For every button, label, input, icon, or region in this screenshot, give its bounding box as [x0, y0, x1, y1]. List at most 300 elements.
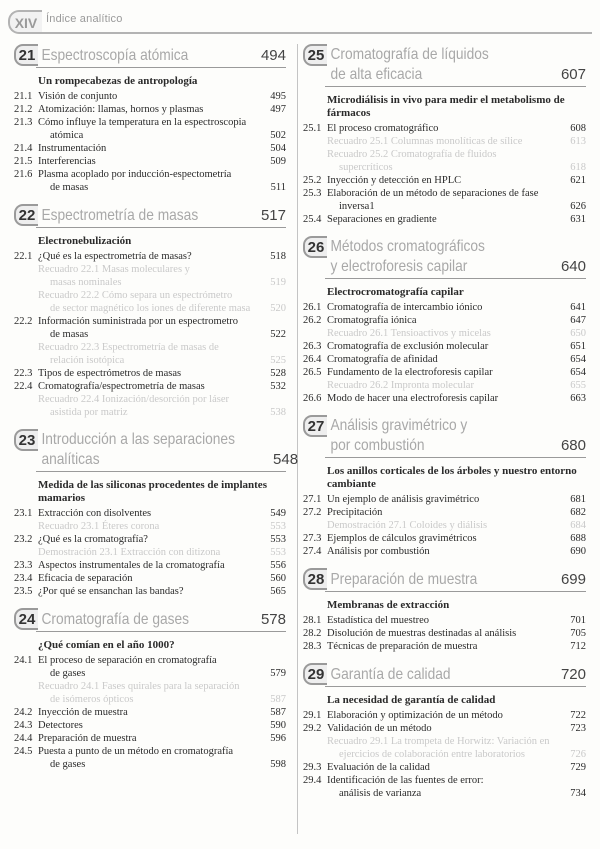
chapter-title-line: analíticas — [41, 451, 100, 468]
section-page-number: 734 — [570, 788, 586, 799]
section-page-number: 525 — [270, 355, 286, 366]
section-title-line: Cromatografía/espectrometría de masas — [38, 381, 205, 392]
section-title — [327, 709, 560, 722]
right-column — [303, 44, 586, 810]
chapter-24 — [14, 608, 286, 771]
section-title — [38, 654, 260, 680]
chapter-number: 23 — [14, 429, 38, 451]
section-page-number: 532 — [270, 381, 286, 392]
box-entry — [14, 263, 286, 289]
section-page-number: 590 — [270, 720, 286, 731]
chapter-title — [38, 609, 225, 630]
section-title — [38, 250, 260, 263]
section-entry — [14, 585, 286, 598]
section-title-line: Recuadro 23.1 Éteres corona — [38, 521, 160, 532]
section-page-number: 502 — [270, 130, 286, 141]
chapter-number: 27 — [303, 415, 327, 437]
section-page-number: 663 — [570, 393, 586, 404]
section-number: 27.1 — [303, 494, 322, 505]
header-title: Índice analítico — [46, 13, 123, 25]
section-title — [327, 519, 560, 532]
section-page-number: 613 — [570, 136, 586, 147]
chapter-page-number: 607 — [560, 66, 586, 83]
section-number: 24.1 — [14, 655, 33, 666]
section-number: 25.2 — [303, 175, 322, 186]
section-title-line: Cromatografía de intercambio iónico — [327, 302, 483, 313]
chapter-feature-title: Medida de las siliconas procedentes de implantes mamarios — [38, 479, 267, 504]
section-page-number: 631 — [570, 214, 586, 225]
section-entry — [303, 545, 586, 558]
section-page-number: 522 — [270, 329, 286, 340]
chapter-page-number: 494 — [260, 47, 286, 64]
section-title-line: de gases — [50, 759, 86, 770]
section-page-number: 650 — [570, 328, 586, 339]
section-entry — [303, 122, 586, 135]
section-title-line: Demostración 23.1 Extracción con ditizona — [38, 547, 221, 558]
section-entry — [303, 340, 586, 353]
section-number: 21.2 — [14, 104, 33, 115]
chapter-number: 29 — [303, 663, 327, 685]
section-page-number: 556 — [270, 560, 286, 571]
chapter-number: 26 — [303, 236, 327, 258]
section-title-line: Visión de conjunto — [38, 91, 118, 102]
section-page-number: 509 — [270, 156, 286, 167]
section-title — [38, 263, 260, 289]
section-title — [327, 122, 560, 135]
section-entry — [303, 392, 586, 405]
section-number: 22.3 — [14, 368, 33, 379]
section-entry — [14, 706, 286, 719]
section-entry — [303, 213, 586, 226]
chapter-feature-title: Electrocromatografía capilar — [327, 286, 464, 298]
chapter-feature-title: La necesidad de garantía de calidad — [327, 694, 496, 706]
section-title-line: Estadística del muestreo — [327, 615, 430, 626]
section-title-line: Elaboración y optimización de un método — [327, 710, 503, 721]
section-title-line: Identificación de las fuentes de error: — [327, 775, 484, 786]
section-page-number: 688 — [570, 533, 586, 544]
chapter-heading — [14, 429, 299, 470]
section-page-number: 684 — [570, 520, 586, 531]
section-entry — [303, 493, 586, 506]
section-entry — [303, 314, 586, 327]
section-title-line: relación isotópica — [50, 355, 125, 366]
section-title-line: Demostración 27.1 Coloides y diálisis — [327, 520, 488, 531]
section-title — [327, 327, 560, 340]
section-title-line: de sector magnético los iones de diferente masa — [50, 303, 251, 314]
header-page-roman: XIV — [8, 10, 42, 34]
section-title — [38, 706, 260, 719]
section-entry — [14, 116, 286, 142]
section-page-number: 538 — [270, 407, 286, 418]
section-entry — [14, 572, 286, 585]
section-number: 27.2 — [303, 507, 322, 518]
section-title-line: Puesta a punto de un método en cromatografía — [38, 746, 234, 757]
chapter-title-line: de alta eficacia — [330, 66, 423, 83]
section-number: 23.2 — [14, 534, 33, 545]
section-number: 23.3 — [14, 560, 33, 571]
chapter-number: 21 — [14, 44, 38, 66]
section-title — [38, 367, 260, 380]
section-entry — [303, 301, 586, 314]
section-number: 24.5 — [14, 746, 33, 757]
section-page-number: 519 — [270, 277, 286, 288]
section-number: 28.1 — [303, 615, 322, 626]
section-page-number: 495 — [270, 91, 286, 102]
section-entry — [14, 315, 286, 341]
section-title — [38, 315, 260, 341]
chapter-heading — [303, 44, 586, 85]
section-title-line: El proceso de separación en cromatografía — [38, 655, 217, 666]
section-page-number: 647 — [570, 315, 586, 326]
chapter-27 — [303, 415, 586, 558]
section-number — [14, 393, 38, 419]
section-entry — [303, 627, 586, 640]
section-page-number: 690 — [570, 546, 586, 557]
section-entry — [14, 732, 286, 745]
box-entry — [303, 379, 586, 392]
section-number — [14, 520, 38, 533]
section-entry — [303, 722, 586, 735]
section-number — [303, 327, 327, 340]
section-number: 28.3 — [303, 641, 322, 652]
section-title — [38, 507, 260, 520]
chapter-heading — [14, 44, 286, 66]
chapter-page-number: 640 — [560, 258, 586, 275]
chapter-title — [327, 236, 523, 277]
section-title — [327, 506, 560, 519]
chapter-number: 24 — [14, 608, 38, 630]
box-entry — [14, 393, 286, 419]
chapter-rule — [325, 86, 586, 87]
chapter-feature-title: Electronebulización — [38, 235, 132, 247]
section-title-line: de isómeros ópticos — [50, 694, 134, 705]
section-title-line: atómica — [50, 130, 84, 141]
section-entry — [303, 761, 586, 774]
chapter-22 — [14, 204, 286, 419]
section-entry — [14, 719, 286, 732]
chapter-feature-title: Un rompecabezas de antropología — [38, 75, 198, 87]
section-title — [327, 545, 560, 558]
section-page-number: 528 — [270, 368, 286, 379]
section-number: 21.4 — [14, 143, 33, 154]
section-title-line: análisis de varianza — [339, 788, 422, 799]
section-title-line: Recuadro 22.3 Espectrometría de masas de — [38, 342, 219, 353]
section-number: 21.3 — [14, 117, 33, 128]
section-page-number: 549 — [270, 508, 286, 519]
chapter-heading — [303, 236, 586, 277]
section-entry — [303, 532, 586, 545]
section-title — [38, 719, 260, 732]
chapter-title — [327, 569, 523, 590]
chapter-rule — [36, 227, 286, 228]
section-number: 24.3 — [14, 720, 33, 731]
section-entry — [303, 774, 586, 800]
section-entry — [14, 90, 286, 103]
section-number — [14, 289, 38, 315]
section-title-line: inversa1 — [339, 201, 375, 212]
chapter-23 — [14, 429, 299, 598]
box-entry — [303, 135, 586, 148]
section-title-line: Análisis por combustión — [327, 546, 430, 557]
section-number: 22.1 — [14, 251, 33, 262]
section-page-number: 587 — [270, 694, 286, 705]
section-number: 25.3 — [303, 188, 322, 199]
chapter-rule — [36, 471, 286, 472]
section-title-line: masas nominales — [50, 277, 122, 288]
section-page-number: 726 — [570, 749, 586, 760]
chapter-heading — [303, 415, 586, 456]
chapter-title-line: Garantía de calidad — [330, 666, 451, 683]
section-title — [327, 722, 560, 735]
section-page-number: 596 — [270, 733, 286, 744]
section-page-number: 618 — [570, 162, 586, 173]
section-title-line: Instrumentación — [38, 143, 107, 154]
section-title — [327, 774, 560, 800]
section-number: 21.6 — [14, 169, 33, 180]
section-page-number: 681 — [570, 494, 586, 505]
chapter-title-line: Preparación de muestra — [330, 571, 478, 588]
section-page-number: 579 — [270, 668, 286, 679]
chapter-page-number: 548 — [273, 451, 299, 468]
section-title-line: Eficacia de separación — [38, 573, 133, 584]
section-title-line: Recuadro 26.1 Tensioactivos y micelas — [327, 328, 491, 339]
section-title — [38, 341, 260, 367]
section-number: 27.4 — [303, 546, 322, 557]
section-number: 26.6 — [303, 393, 322, 404]
section-number: 21.1 — [14, 91, 33, 102]
chapter-heading — [303, 663, 586, 685]
section-title — [327, 174, 560, 187]
section-number: 29.2 — [303, 723, 322, 734]
section-number — [303, 379, 327, 392]
section-title — [327, 640, 560, 653]
section-title-line: El proceso cromatográfico — [327, 123, 439, 134]
section-title-line: Aspectos instrumentales de la cromatografía — [38, 560, 225, 571]
section-title — [38, 533, 260, 546]
section-page-number: 504 — [270, 143, 286, 154]
section-number: 25.1 — [303, 123, 322, 134]
chapter-title-line: por combustión — [330, 437, 425, 454]
box-entry — [14, 546, 286, 559]
chapter-page-number: 578 — [260, 611, 286, 628]
section-number — [303, 519, 327, 532]
section-number: 29.4 — [303, 775, 322, 786]
section-entry — [14, 103, 286, 116]
section-number: 21.5 — [14, 156, 33, 167]
section-page-number: 654 — [570, 354, 586, 365]
section-page-number: 553 — [270, 547, 286, 558]
section-title — [327, 532, 560, 545]
page-header — [8, 10, 592, 34]
section-number: 23.1 — [14, 508, 33, 519]
section-title — [327, 761, 560, 774]
section-entry — [14, 168, 286, 194]
section-page-number: 654 — [570, 367, 586, 378]
section-title-line: Recuadro 22.1 Masas moleculares y — [38, 264, 190, 275]
section-page-number: 560 — [270, 573, 286, 584]
chapter-rule — [325, 591, 586, 592]
section-title — [38, 90, 260, 103]
section-entry — [303, 506, 586, 519]
section-page-number: 723 — [570, 723, 586, 734]
section-title-line: Disolución de muestras destinadas al análisis — [327, 628, 517, 639]
section-title — [327, 340, 560, 353]
chapter-heading — [303, 568, 586, 590]
section-number: 26.5 — [303, 367, 322, 378]
section-page-number: 553 — [270, 534, 286, 545]
section-title — [38, 559, 260, 572]
section-number: 23.4 — [14, 573, 33, 584]
section-title — [38, 572, 260, 585]
section-title — [327, 493, 560, 506]
box-entry — [14, 680, 286, 706]
section-page-number: 655 — [570, 380, 586, 391]
chapter-number: 28 — [303, 568, 327, 590]
section-title-line: Recuadro 22.4 Ionización/desorción por láser — [38, 394, 229, 405]
section-title-line: Técnicas de preparación de muestra — [327, 641, 478, 652]
chapter-rule — [36, 631, 286, 632]
section-title-line: Recuadro 25.2 Cromatografía de fluidos — [327, 149, 497, 160]
section-page-number: 722 — [570, 710, 586, 721]
section-title-line: Recuadro 29.1 La trompeta de Horwitz: Variación en — [327, 736, 550, 747]
section-entry — [303, 640, 586, 653]
section-page-number: 651 — [570, 341, 586, 352]
chapter-heading — [14, 608, 286, 630]
section-number: 26.4 — [303, 354, 322, 365]
left-column — [14, 44, 299, 781]
section-title-line: ¿Por qué se ensanchan las bandas? — [38, 586, 184, 597]
section-title-line: Preparación de muestra — [38, 733, 137, 744]
section-entry — [14, 507, 286, 520]
section-title-line: Ejemplos de cálculos gravimétricos — [327, 533, 477, 544]
section-title — [327, 301, 560, 314]
chapter-rule — [325, 278, 586, 279]
chapter-page-number: 680 — [560, 437, 586, 454]
section-title-line: ejercicios de colaboración entre laboratorios — [339, 749, 525, 760]
section-title-line: de gases — [50, 668, 86, 679]
section-title-line: Tipos de espectrómetros de masas — [38, 368, 182, 379]
header-rule — [42, 32, 592, 34]
section-title-line: ¿Qué es la espectrometría de masas? — [38, 251, 192, 262]
section-page-number: 608 — [570, 123, 586, 134]
section-entry — [14, 745, 286, 771]
box-entry — [303, 519, 586, 532]
chapter-25 — [303, 44, 586, 226]
chapter-title-line: Introducción a las separaciones — [41, 431, 235, 448]
section-page-number: 682 — [570, 507, 586, 518]
section-title-line: Un ejemplo de análisis gravimétrico — [327, 494, 480, 505]
section-number: 22.2 — [14, 316, 33, 327]
chapter-21 — [14, 44, 286, 194]
section-entry — [14, 654, 286, 680]
chapter-feature-title: Membranas de extracción — [327, 599, 450, 611]
section-title-line: Cromatografía de exclusión molecular — [327, 341, 489, 352]
section-number: 29.1 — [303, 710, 322, 721]
section-number — [303, 148, 327, 174]
section-title-line: Detectores — [38, 720, 83, 731]
chapter-title — [38, 45, 225, 66]
chapter-feature-title: ¿Qué comían en el año 1000? — [38, 639, 175, 651]
section-entry — [14, 533, 286, 546]
section-page-number: 641 — [570, 302, 586, 313]
section-entry — [303, 709, 586, 722]
box-entry — [14, 520, 286, 533]
section-title — [38, 103, 260, 116]
chapter-title — [38, 429, 235, 470]
section-title-line: Elaboración de un método de separaciones de fase — [327, 188, 539, 199]
section-title-line: Inyección y detección en HPLC — [327, 175, 462, 186]
chapter-title-line: Métodos cromatográficos — [330, 238, 485, 255]
chapter-feature-title: Microdiálisis in vivo para medir el metabolismo de fármacos — [327, 94, 565, 119]
section-title-line: Cómo influye la temperatura en la espectroscopia — [38, 117, 247, 128]
box-entry — [303, 735, 586, 761]
section-page-number: 587 — [270, 707, 286, 718]
section-title-line: Separaciones en gradiente — [327, 214, 437, 225]
chapter-title — [38, 205, 225, 226]
section-number: 26.3 — [303, 341, 322, 352]
section-entry — [14, 380, 286, 393]
section-number — [303, 735, 327, 761]
chapter-title — [327, 664, 523, 685]
section-title-line: Modo de hacer una electroforesis capilar — [327, 393, 499, 404]
section-title — [38, 393, 260, 419]
section-page-number: 497 — [270, 104, 286, 115]
section-title-line: asistida por matriz — [50, 407, 128, 418]
section-title — [327, 392, 560, 405]
section-page-number: 621 — [570, 175, 586, 186]
section-title — [38, 289, 260, 315]
section-entry — [303, 174, 586, 187]
section-number: 22.4 — [14, 381, 33, 392]
section-title-line: Recuadro 22.2 Cómo separa un espectrómetro — [38, 290, 233, 301]
section-page-number: 729 — [570, 762, 586, 773]
section-title-line: Plasma acoplado por inducción-espectometría — [38, 169, 232, 180]
chapter-title-line: Cromatografía de líquidos — [330, 46, 489, 63]
section-entry — [14, 155, 286, 168]
section-title — [327, 148, 560, 174]
section-number — [303, 135, 327, 148]
chapter-title — [327, 415, 523, 456]
section-title — [327, 314, 560, 327]
chapter-feature-title: Los anillos corticales de los árboles y nuestro entorno cambiante — [327, 465, 577, 490]
section-number: 24.4 — [14, 733, 33, 744]
section-page-number: 520 — [270, 303, 286, 314]
box-entry — [14, 289, 286, 315]
section-entry — [303, 614, 586, 627]
section-entry — [14, 142, 286, 155]
section-title-line: Información suministrada por un espectrometro — [38, 316, 239, 327]
section-title-line: Inyección de muestra — [38, 707, 128, 718]
section-title-line: de masas — [50, 329, 89, 340]
section-title — [327, 735, 560, 761]
section-number: 26.1 — [303, 302, 322, 313]
section-title — [38, 546, 260, 559]
section-number: 25.4 — [303, 214, 322, 225]
section-number: 26.2 — [303, 315, 322, 326]
section-title-line: Evaluación de la calidad — [327, 762, 430, 773]
section-title — [327, 627, 560, 640]
section-page-number: 626 — [570, 201, 586, 212]
section-title-line: Cromatografía de afinidad — [327, 354, 438, 365]
section-title — [38, 520, 260, 533]
section-page-number: 705 — [570, 628, 586, 639]
chapter-26 — [303, 236, 586, 405]
section-page-number: 712 — [570, 641, 586, 652]
section-title — [327, 614, 560, 627]
section-title — [38, 585, 260, 598]
section-title — [327, 213, 560, 226]
chapter-title-line: Espectroscopía atómica — [41, 47, 189, 64]
